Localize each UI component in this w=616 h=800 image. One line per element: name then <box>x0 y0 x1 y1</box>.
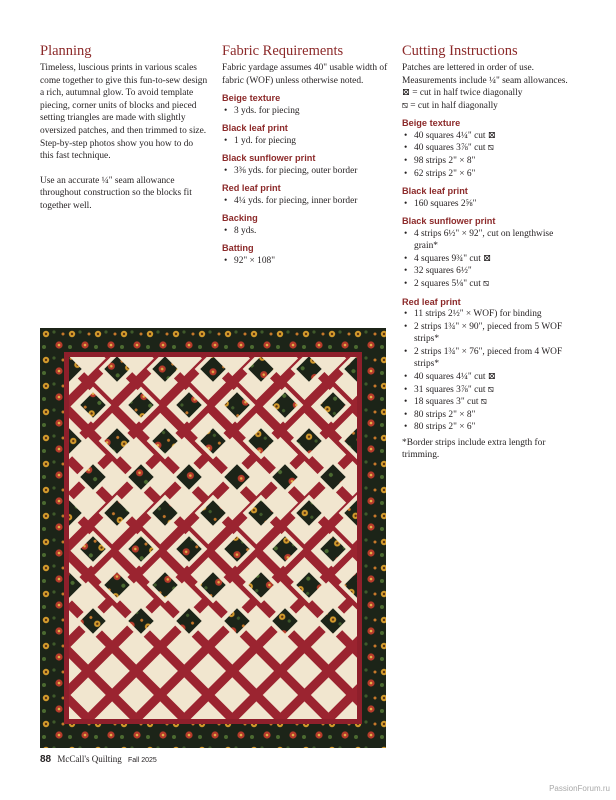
border-strips-note: *Border strips include extra length for trimming. <box>402 437 546 461</box>
cutting-item: • 40 squares 3⅞" cut ⧅ <box>402 142 576 155</box>
cutting-item: • 80 strips 2" × 8" <box>402 409 576 422</box>
cutting-item: • 11 strips 2½" × WOF) for binding <box>402 308 576 321</box>
cutting-item: • 18 squares 3" cut ⧅ <box>402 396 576 409</box>
cut-twice-legend: ⊠ = cut in half twice diagonally <box>402 88 523 99</box>
cutting-group-name: Red leaf print <box>402 296 461 307</box>
watermark: PassionForum.ru <box>549 784 610 793</box>
cutting-item: • 31 squares 3⅞" cut ⧅ <box>402 384 576 397</box>
page-footer <box>40 754 157 765</box>
fabric-group-name: Black leaf print <box>222 123 288 134</box>
fabric-group-name: Black sunflower print <box>222 153 316 164</box>
planning-column <box>40 42 208 213</box>
fabric-item: • 1 yd. for piecing <box>222 135 390 148</box>
quilt-photo <box>40 328 386 748</box>
planning-paragraph: Timeless, luscious prints in various scales come together to give this fun-to-sew design a rich, autumnal glow. To avoid template piecing, corner units of blocks and pieced setting triangles are made with slightly oversized patches, and then trimmed to size. Step-by-step photos show you how to do this fast technique. <box>40 63 208 162</box>
cutting-group-name: Black sunflower print <box>402 216 496 227</box>
cutting-item: • 32 squares 6½" <box>402 265 576 278</box>
seam-allowance-paragraph: Use an accurate ¼" seam allowance throughout construction so the blocks fit together well. <box>40 175 192 211</box>
cutting-item: • 160 squares 2⅝" <box>402 198 576 211</box>
fabric-item: • 3⅜ yds. for piecing, outer border <box>222 165 390 178</box>
issue-date: Fall 2025 <box>127 757 157 764</box>
cutting-item: • 80 strips 2" × 6" <box>402 421 576 434</box>
cut-once-legend: ⧅ = cut in half diagonally <box>402 100 498 111</box>
cutting-item: • 62 strips 2" × 6" <box>402 168 576 181</box>
fabric-group-name: Beige texture <box>222 93 281 104</box>
cutting-group-name: Black leaf print <box>402 186 468 197</box>
magazine-name: McCall's Quilting <box>57 754 122 764</box>
fabric-item: • 92" × 108" <box>222 255 390 268</box>
planning-heading: Planning <box>40 43 92 59</box>
cutting-item: • 4 strips 6½" × 92", cut on lengthwise grain* <box>402 228 576 253</box>
cutting-group-name: Beige texture <box>402 118 461 129</box>
page-number: 88 <box>40 754 52 765</box>
fabric-group-name: Batting <box>222 243 254 254</box>
fabric-requirements-column <box>222 42 390 267</box>
cutting-instructions-column <box>402 42 576 462</box>
fabric-intro: Fabric yardage assumes 40" usable width of fabric (WOF) unless otherwise noted. <box>222 63 388 86</box>
cutting-instructions-heading: Cutting Instructions <box>402 43 518 59</box>
fabric-group-name: Backing <box>222 213 258 224</box>
cutting-item: • 2 strips 1¾" × 76", pieced from 4 WOF strips* <box>402 346 576 371</box>
fabric-item: • 8 yds. <box>222 225 390 238</box>
cutting-item: • 4 squares 9¾" cut ⊠ <box>402 253 576 266</box>
fabric-group-name: Red leaf print <box>222 183 281 194</box>
cutting-item: • 40 squares 4¼" cut ⊠ <box>402 130 576 143</box>
quilt-center <box>69 357 357 719</box>
fabric-item: • 4¼ yds. for piecing, inner border <box>222 195 390 208</box>
cutting-item: • 2 strips 1¾" × 90", pieced from 5 WOF strips* <box>402 321 576 346</box>
quilt-illustration <box>40 328 386 748</box>
cutting-item: • 2 squares 5⅛" cut ⧅ <box>402 278 576 291</box>
fabric-requirements-heading: Fabric Requirements <box>222 43 344 59</box>
cutting-item: • 98 strips 2" × 8" <box>402 155 576 168</box>
fabric-item: • 3 yds. for piecing <box>222 105 390 118</box>
cutting-item: • 40 squares 4¼" cut ⊠ <box>402 371 576 384</box>
cutting-intro: Patches are lettered in order of use. Measurements include ¼" seam allowances. <box>402 63 568 86</box>
